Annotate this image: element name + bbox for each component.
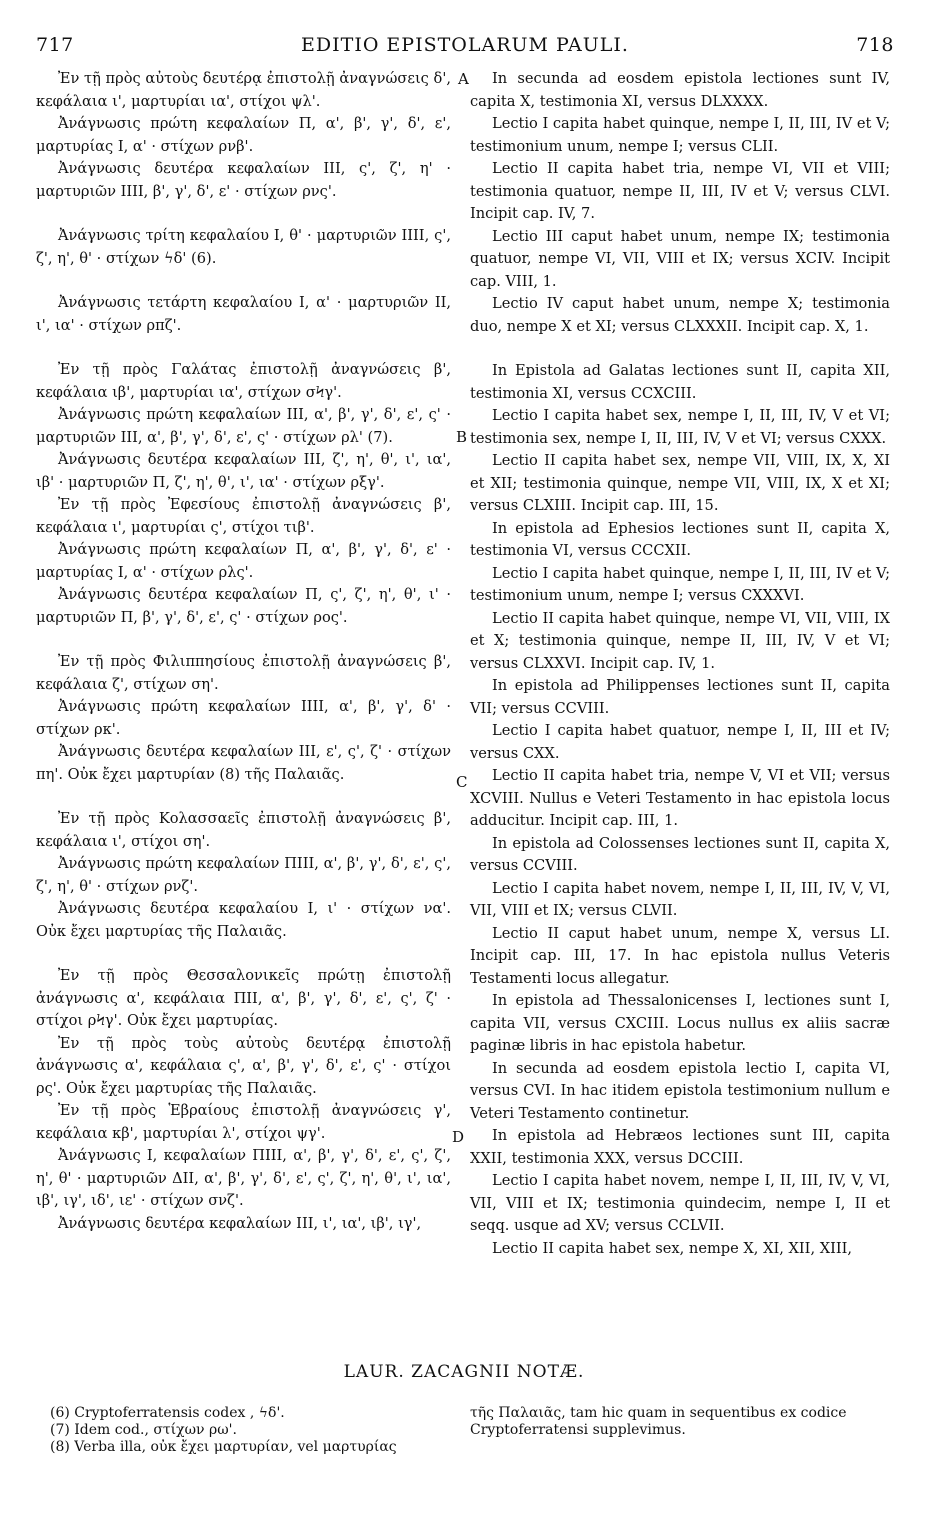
margin-letter-c: C: [456, 773, 468, 791]
latin-paragraph: Lectio I capita habet sex, nempe I, II, III, IV, V et VI; testimonia sex, nempe I, II, III, IV, V et VI; versus CXXX.: [470, 407, 890, 447]
latin-paragraph: Lectio II capita habet tria, nempe VI, VII et VIII; testimonia quatuor, nempe II, III, IV et V; versus CLVI. Incipit cap. IV, 7.: [470, 160, 890, 222]
greek-paragraph: Ἐν τῇ πρὸς τοὺς αὐτοὺς δευτέρᾳ ἐπιστολῇ ἀνάγνωσις α', κεφάλαια ς', α', β', γ', δ', ε', ς' · στίχοι ρς'. Οὐκ ἔχει μαρτυρίας τῆς Παλαιᾶς.: [36, 1034, 451, 1097]
latin-paragraph: In secunda ad eosdem epistola lectio I, capita VI, versus CVI. In hac itidem epistola testimonium nullum e Veteri Testamento continetur.: [470, 1059, 890, 1122]
margin-letter-d: D: [452, 1128, 465, 1146]
greek-paragraph: Ἀνάγνωσις δευτέρα κεφαλαίων Π, ς', ζ', η', θ', ι' · μαρτυριῶν Π, β', γ', δ', ε', ς' · στίχων ρος'.: [36, 586, 451, 626]
greek-paragraph: Ἀνάγνωσις δευτέρα κεφαλαίων ΙΙΙ, ς', ζ', η' · μαρτυριῶν ΙΙΙΙ, β', γ', δ', ε' · στίχων ρνς'.: [36, 160, 451, 200]
latin-paragraph: In secunda ad eosdem epistola lectiones sunt IV, capita X, testimonia XI, versus DLXXXX.: [470, 70, 890, 110]
greek-paragraph: Ἀνάγνωσις πρώτη κεφαλαίων ΠΙΙΙ, α', β', γ', δ', ε', ς', ζ', η', θ' · στίχων ρνζ'.: [36, 855, 451, 895]
latin-paragraph: Lectio II caput habet unum, nempe X, versus LI. Incipit cap. III, 17. In hac epistola nullus Veteris Testamenti locus allegatur.: [470, 924, 890, 987]
latin-paragraph: Lectio III caput habet unum, nempe IX; testimonia quatuor, nempe VI, VII, VIII et IX; versus XCIV. Incipit cap. VIII, 1.: [470, 227, 890, 290]
greek-paragraph: Ἐν τῇ πρὸς Γαλάτας ἐπιστολῇ ἀναγνώσεις β', κεφάλαια ιβ', μαρτυρίαι ια', στίχων σϞγ'.: [36, 361, 451, 401]
latin-column: [470, 68, 890, 1260]
notes-right-column: [470, 1405, 890, 1439]
greek-paragraph: Ἐν τῇ πρὸς Ἐφεσίους ἐπιστολῇ ἀναγνώσεις β', κεφάλαια ι', μαρτυρίαι ς', στίχοι τιβ'.: [36, 496, 451, 536]
running-header: [36, 34, 894, 64]
latin-paragraph: Lectio II capita habet sex, nempe VII, VIII, IX, X, XI et XII; testimonia quinque, nempe VII, VIII, IX, X et XI; versus CLXIII. Incipit cap. III, 15.: [470, 452, 890, 514]
page-number-left: 717: [36, 34, 74, 56]
greek-paragraph: Ἐν τῇ πρὸς Κολασσαεῖς ἐπιστολῇ ἀναγνώσεις β', κεφάλαια ι', στίχοι ση'.: [36, 810, 451, 850]
greek-paragraph: Ἀνάγνωσις δευτέρα κεφαλαίων ΙΙΙ, ε', ς', ζ' · στίχων πη'. Οὐκ ἔχει μαρτυρίαν (8) τῆς Παλαιᾶς.: [36, 743, 451, 783]
latin-paragraph: Lectio I capita habet quinque, nempe I, II, III, IV et V; testimonium unum, nempe I; versus CLII.: [470, 115, 890, 155]
margin-letter-b: B: [456, 428, 468, 446]
latin-paragraph: Lectio I capita habet quinque, nempe I, II, III, IV et V; testimonium unum, nempe I; versus CXXXVI.: [470, 564, 890, 604]
greek-paragraph: Ἀνάγνωσις πρώτη κεφαλαίων ΙΙΙ, α', β', γ', δ', ε', ς' · μαρτυριῶν ΙΙΙ, α', β', γ', δ', ε', ς' · στίχων ρλ' (7).: [36, 406, 451, 446]
greek-paragraph: Ἀνάγνωσις δευτέρα κεφαλαίων ΙΙΙ, ζ', η', θ', ι', ια', ιβ' · μαρτυριῶν Π, ζ', η', θ', ι', ια' · στίχων ρξγ'.: [36, 451, 451, 491]
latin-paragraph: Lectio I capita habet novem, nempe I, II, III, IV, V, VI, VII, VIII et IX; testimonia quindecim, nempe I, II et seqq. usque ad XV; versus CCLVII.: [470, 1172, 890, 1234]
greek-column: [36, 68, 451, 1235]
greek-paragraph: Ἀνάγνωσις δευτέρα κεφαλαίων ΙΙΙ, ι', ια', ιβ', ιγ',: [58, 1214, 422, 1232]
greek-paragraph: Ἐν τῇ πρὸς αὐτοὺς δευτέρᾳ ἐπιστολῇ ἀναγνώσεις δ', κεφάλαια ι', μαρτυρίαι ια', στίχοι ψλ'.: [36, 70, 451, 110]
latin-paragraph: Lectio I capita habet quatuor, nempe I, II, III et IV; versus CXX.: [470, 722, 890, 762]
latin-paragraph: In epistola ad Thessalonicenses I, lectiones sunt I, capita VII, versus CXCIII. Locus nullus ex aliis sacræ paginæ libris in hac epistola habetur.: [470, 992, 890, 1054]
footnote: (6) Cryptoferratensis codex , ϟδ'.: [50, 1405, 285, 1421]
latin-paragraph: In epistola ad Hebræos lectiones sunt III, capita XXII, testimonia XXX, versus DCCIII.: [470, 1127, 890, 1167]
greek-paragraph: Ἀνάγνωσις δευτέρα κεφαλαίου Ι, ι' · στίχων να'. Οὐκ ἔχει μαρτυρίας τῆς Παλαιᾶς.: [36, 900, 451, 940]
latin-paragraph: In epistola ad Colossenses lectiones sunt II, capita X, versus CCVIII.: [470, 834, 890, 874]
margin-letter-a: A: [458, 70, 469, 88]
running-title: EDITIO EPISTOLARUM PAULI.: [301, 34, 629, 56]
greek-paragraph: Ἀνάγνωσις πρώτη κεφαλαίων Π, α', β', γ', δ', ε', μαρτυρίας Ι, α' · στίχων ρνβ'.: [36, 115, 451, 155]
latin-paragraph: Lectio IV caput habet unum, nempe X; testimonia duo, nempe X et XI; versus CLXXXII. Incipit cap. X, 1.: [470, 295, 890, 335]
greek-paragraph: Ἀνάγνωσις τρίτη κεφαλαίου Ι, θ' · μαρτυριῶν ΙΙΙΙ, ς', ζ', η', θ' · στίχων ϟδ' (6).: [36, 227, 451, 267]
greek-paragraph: Ἐν τῇ πρὸς Θεσσαλονικεῖς πρώτῃ ἐπιστολῇ ἀνάγνωσις α', κεφάλαια ΠΙΙ, α', β', γ', δ', ε', ς', ζ' · στίχοι ρϞγ'. Οὐκ ἔχει μαρτυρίας.: [36, 967, 451, 1029]
greek-paragraph: Ἐν τῇ πρὸς Φιλιππησίους ἐπιστολῇ ἀναγνώσεις β', κεφάλαια ζ', στίχων ση'.: [36, 653, 451, 693]
greek-paragraph: Ἀνάγνωσις πρώτη κεφαλαίων ΙΙΙΙ, α', β', γ', δ' · στίχων ρκ'.: [36, 698, 451, 738]
greek-paragraph: Ἀνάγνωσις τετάρτη κεφαλαίου Ι, α' · μαρτυριῶν ΙΙ, ι', ια' · στίχων ρπζ'.: [36, 294, 451, 334]
footnote-continuation: τῆς Παλαιᾶς, tam hic quam in sequentibus ex codice Cryptoferratensi supplevimus.: [470, 1405, 847, 1438]
latin-paragraph: Lectio II capita habet tria, nempe V, VI et VII; versus XCVIII. Nullus e Veteri Testamento in hac epistola locus adducitur. Incipit cap. III, 1.: [470, 767, 890, 829]
latin-paragraph: Lectio II capita habet sex, nempe X, XI, XII, XIII,: [492, 1239, 853, 1257]
greek-paragraph: Ἀνάγνωσις πρώτη κεφαλαίων Π, α', β', γ', δ', ε' · μαρτυρίας Ι, α' · στίχων ρλς'.: [36, 541, 451, 581]
latin-paragraph: Lectio II capita habet quinque, nempe VI, VII, VIII, IX et X; testimonia quinque, nempe II, III, IV, V et VI; versus CLXXVI. Incipit cap. IV, 1.: [470, 609, 890, 672]
latin-paragraph: Lectio I capita habet novem, nempe I, II, III, IV, V, VI, VII, VIII et IX; versus CLVII.: [470, 879, 890, 919]
footnote: (7) Idem cod., στίχων ρω'.: [50, 1422, 237, 1438]
page-number-right: 718: [856, 34, 894, 56]
greek-paragraph: Ἐν τῇ πρὸς Ἑβραίους ἐπιστολῇ ἀναγνώσεις γ', κεφάλαια κβ', μαρτυρίαι λ', στίχοι ψγ'.: [36, 1102, 451, 1142]
footnote: (8) Verba illa, οὐκ ἔχει μαρτυρίαν, vel μαρτυρίας: [50, 1439, 397, 1455]
notes-title: LAUR. ZACAGNII NOTÆ.: [343, 1362, 585, 1382]
latin-paragraph: In Epistola ad Galatas lectiones sunt II, capita XII, testimonia XI, versus CCXCIII.: [470, 362, 890, 402]
latin-paragraph: In epistola ad Ephesios lectiones sunt II, capita X, testimonia VI, versus CCCXII.: [470, 519, 890, 559]
greek-paragraph: Ἀνάγνωσις Ι, κεφαλαίων ΠΙΙΙ, α', β', γ', δ', ε', ς', ζ', η', θ' · μαρτυριῶν ΔΙΙ, α', β', γ', δ', ε', ς', ζ', η', θ', ι', ια', ιβ', ιγ', ιδ', ιε' · στίχων σνζ'.: [36, 1147, 451, 1209]
notes-left-column: [50, 1405, 460, 1456]
latin-paragraph: In epistola ad Philippenses lectiones sunt II, capita VII; versus CCVIII.: [470, 677, 890, 717]
